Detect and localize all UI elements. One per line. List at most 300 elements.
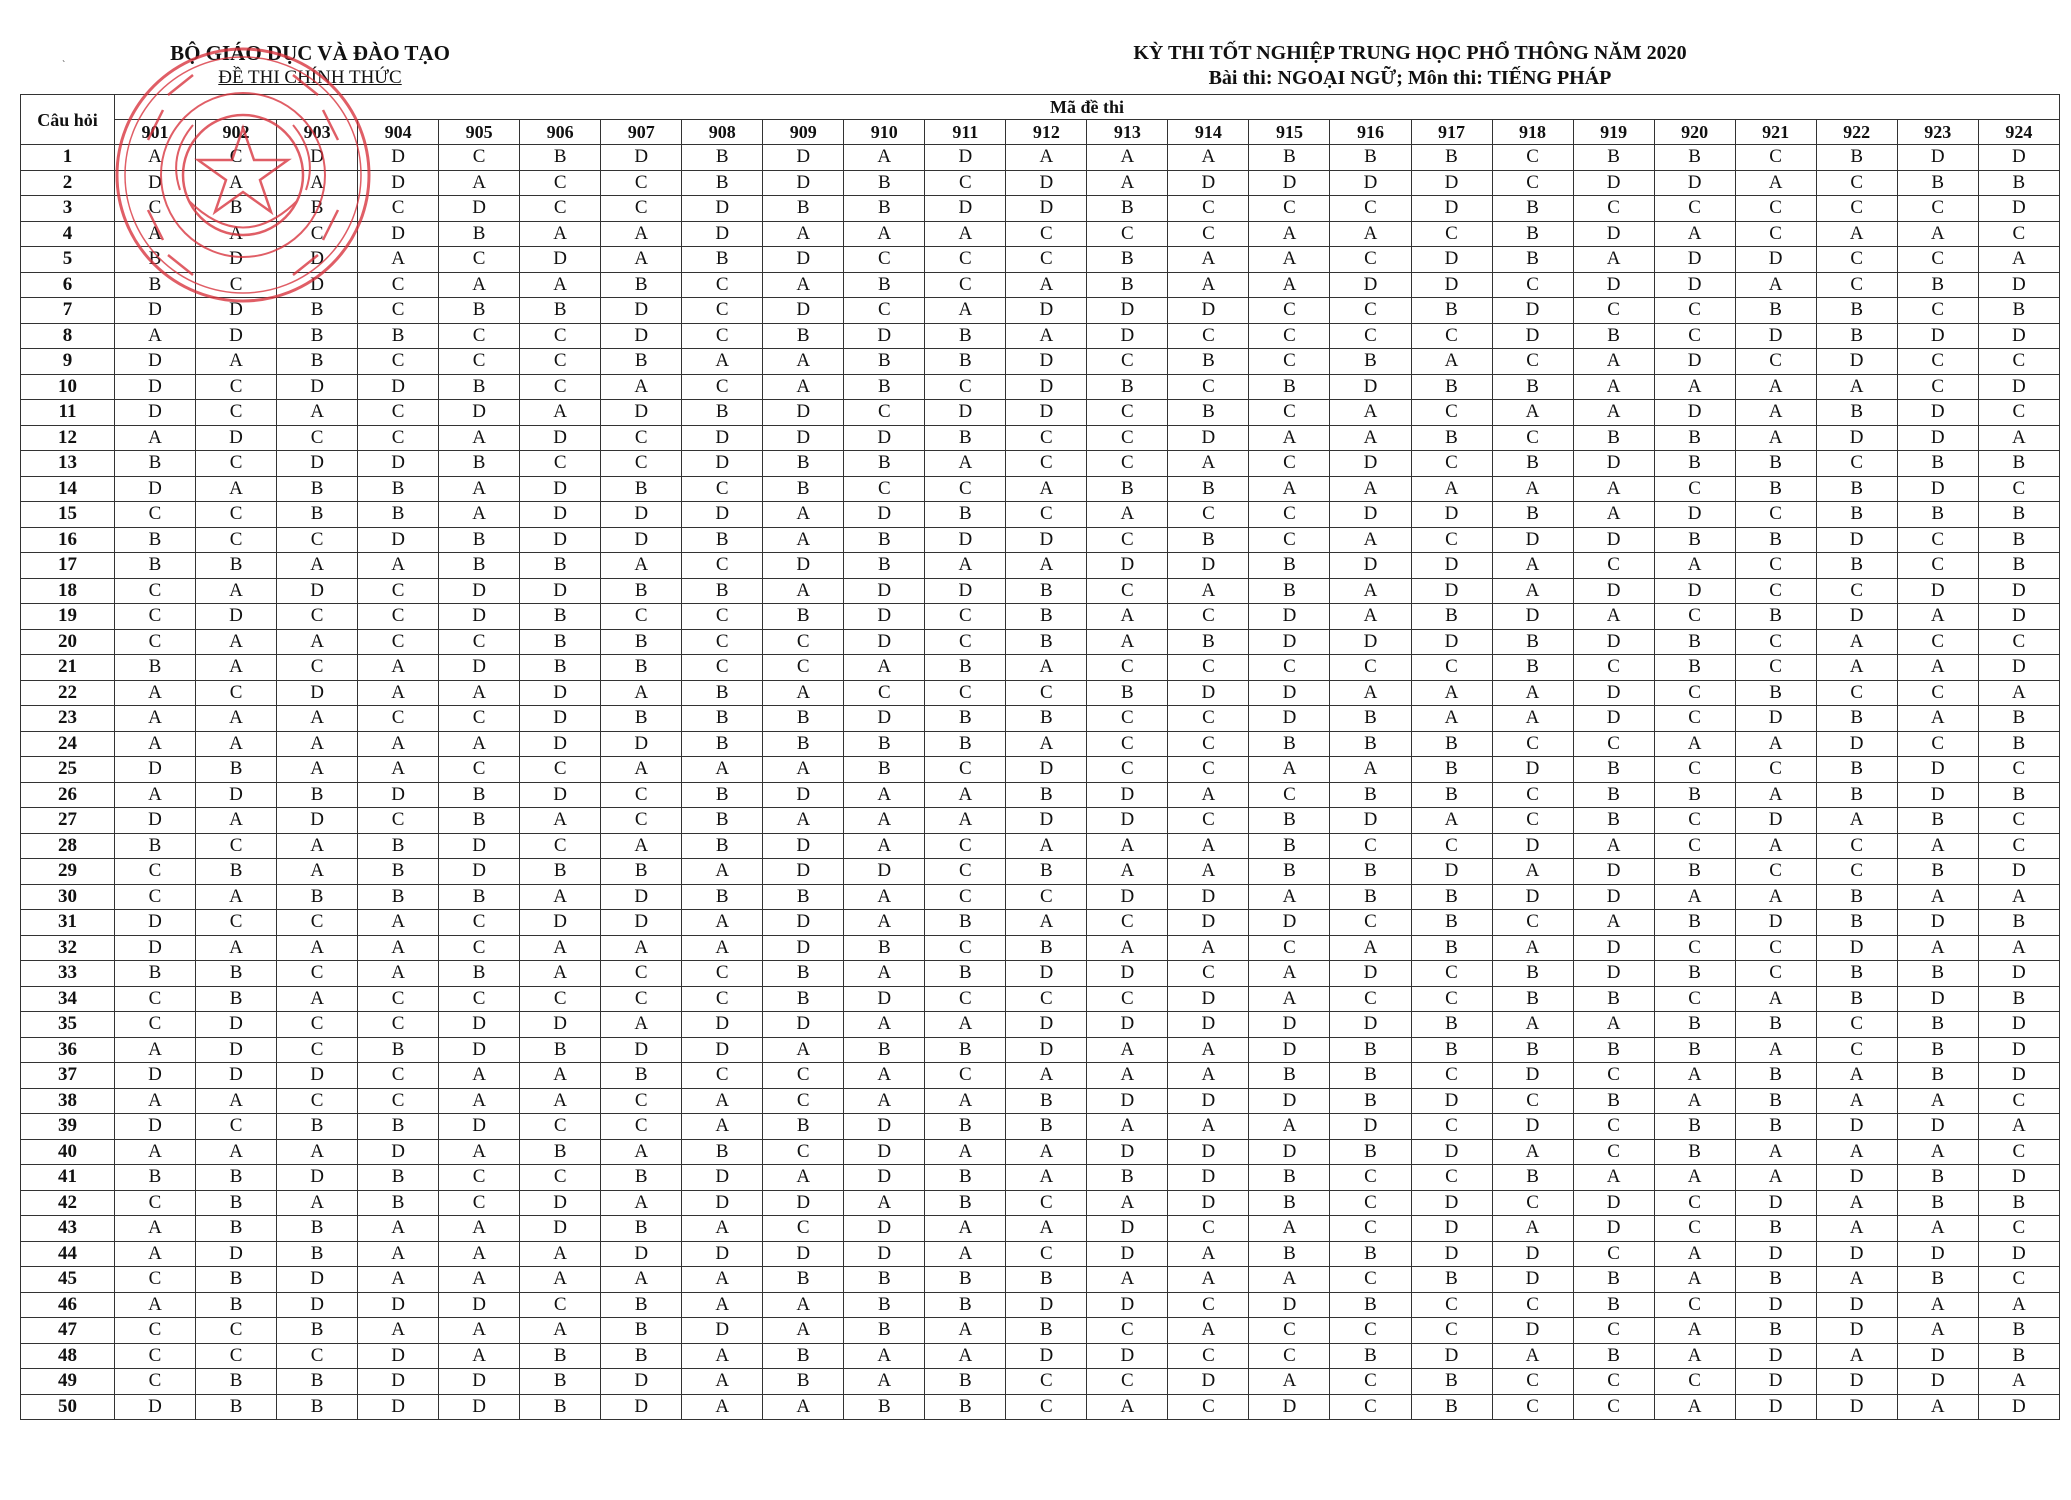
answer-cell: D bbox=[1087, 782, 1168, 808]
answer-cell: C bbox=[682, 629, 763, 655]
answer-cell: C bbox=[358, 272, 439, 298]
answer-cell: D bbox=[277, 1063, 358, 1089]
answer-cell: A bbox=[520, 400, 601, 426]
answer-cell: C bbox=[601, 451, 682, 477]
answer-cell: B bbox=[1330, 1241, 1411, 1267]
answer-cell: B bbox=[196, 961, 277, 987]
answer-cell: A bbox=[1492, 578, 1573, 604]
answer-cell: B bbox=[1735, 1063, 1816, 1089]
question-number: 29 bbox=[21, 859, 115, 885]
answer-cell: D bbox=[1897, 578, 1978, 604]
answer-cell: C bbox=[1006, 680, 1087, 706]
answer-cell: D bbox=[1006, 1012, 1087, 1038]
answer-cell: B bbox=[1735, 680, 1816, 706]
answer-cell: B bbox=[277, 1318, 358, 1344]
answer-cell: B bbox=[196, 553, 277, 579]
answer-cell: D bbox=[1573, 578, 1654, 604]
answer-cell: D bbox=[1573, 170, 1654, 196]
exam-code-921: 921 bbox=[1735, 120, 1816, 145]
answer-cell: B bbox=[1816, 476, 1897, 502]
answer-cell: D bbox=[1978, 604, 2059, 630]
answer-cell: D bbox=[1006, 527, 1087, 553]
answer-cell: C bbox=[1249, 1318, 1330, 1344]
answer-cell: D bbox=[1168, 1369, 1249, 1395]
answer-cell: A bbox=[439, 1063, 520, 1089]
answer-cell: B bbox=[682, 808, 763, 834]
question-number: 41 bbox=[21, 1165, 115, 1191]
table-row bbox=[21, 961, 2060, 987]
answer-cell: C bbox=[1735, 349, 1816, 375]
exam-code-909: 909 bbox=[763, 120, 844, 145]
question-number: 10 bbox=[21, 374, 115, 400]
answer-cell: A bbox=[439, 1241, 520, 1267]
answer-cell: D bbox=[1006, 196, 1087, 222]
table-row bbox=[21, 553, 2060, 579]
answer-cell: A bbox=[925, 298, 1006, 324]
answer-cell: B bbox=[763, 1343, 844, 1369]
answer-cell: A bbox=[1816, 221, 1897, 247]
answer-cell: C bbox=[682, 272, 763, 298]
answer-cell: B bbox=[1978, 170, 2059, 196]
answer-cell: A bbox=[1816, 1267, 1897, 1293]
answer-cell: A bbox=[763, 502, 844, 528]
answer-cell: C bbox=[439, 1165, 520, 1191]
answer-cell: A bbox=[601, 247, 682, 273]
answer-cell: C bbox=[925, 629, 1006, 655]
answer-cell: A bbox=[1168, 1063, 1249, 1089]
answer-cell: B bbox=[682, 400, 763, 426]
answer-cell: A bbox=[1330, 757, 1411, 783]
answer-cell: D bbox=[439, 833, 520, 859]
question-number: 17 bbox=[21, 553, 115, 579]
answer-cell: A bbox=[844, 884, 925, 910]
answer-cell: B bbox=[844, 451, 925, 477]
answer-cell: C bbox=[1168, 323, 1249, 349]
table-row bbox=[21, 604, 2060, 630]
answer-cell: B bbox=[1573, 757, 1654, 783]
answer-cell: A bbox=[520, 884, 601, 910]
answer-cell: C bbox=[1735, 145, 1816, 171]
answer-cell: C bbox=[1006, 986, 1087, 1012]
answer-cell: C bbox=[1168, 655, 1249, 681]
answer-cell: D bbox=[1411, 1190, 1492, 1216]
answer-cell: B bbox=[1654, 910, 1735, 936]
answer-cell: C bbox=[1330, 1165, 1411, 1191]
answer-cell: D bbox=[763, 833, 844, 859]
answer-cell: D bbox=[1978, 655, 2059, 681]
answer-cell: C bbox=[1411, 221, 1492, 247]
answer-cell: B bbox=[1654, 145, 1735, 171]
answer-cell: C bbox=[1168, 757, 1249, 783]
table-row bbox=[21, 425, 2060, 451]
answer-cell: C bbox=[1735, 961, 1816, 987]
answer-cell: A bbox=[439, 1318, 520, 1344]
exam-title: KỲ THI TỐT NGHIỆP TRUNG HỌC PHỔ THÔNG NĂM 2020 bbox=[1133, 42, 1687, 64]
answer-cell: A bbox=[1897, 655, 1978, 681]
answer-cell: B bbox=[1087, 196, 1168, 222]
answer-cell: C bbox=[1492, 145, 1573, 171]
answer-cell: B bbox=[1249, 1165, 1330, 1191]
answer-cell: D bbox=[844, 1241, 925, 1267]
answer-cell: A bbox=[439, 502, 520, 528]
answer-cell: B bbox=[925, 323, 1006, 349]
answer-cell: C bbox=[682, 1063, 763, 1089]
exam-code-912: 912 bbox=[1006, 120, 1087, 145]
answer-cell: A bbox=[1168, 451, 1249, 477]
answer-cell: A bbox=[1654, 1343, 1735, 1369]
answer-cell: A bbox=[682, 1114, 763, 1140]
answer-cell: A bbox=[277, 706, 358, 732]
answer-cell: D bbox=[844, 1165, 925, 1191]
answer-cell: D bbox=[1492, 527, 1573, 553]
answer-cell: B bbox=[1249, 374, 1330, 400]
table-row bbox=[21, 706, 2060, 732]
answer-cell: C bbox=[439, 323, 520, 349]
answer-cell: A bbox=[196, 476, 277, 502]
answer-cell: C bbox=[682, 604, 763, 630]
answer-cell: C bbox=[1087, 527, 1168, 553]
answer-cell: A bbox=[1978, 425, 2059, 451]
answer-cell: B bbox=[1087, 680, 1168, 706]
answer-cell: D bbox=[682, 502, 763, 528]
answer-cell: C bbox=[925, 884, 1006, 910]
answer-cell: D bbox=[1573, 884, 1654, 910]
answer-cell: C bbox=[925, 680, 1006, 706]
answer-cell: C bbox=[1654, 196, 1735, 222]
answer-cell: C bbox=[115, 604, 196, 630]
answer-cell: D bbox=[844, 1139, 925, 1165]
answer-cell: D bbox=[1897, 782, 1978, 808]
answer-cell: B bbox=[115, 833, 196, 859]
answer-cell: C bbox=[1654, 833, 1735, 859]
answer-cell: B bbox=[1330, 349, 1411, 375]
answer-cell: A bbox=[439, 170, 520, 196]
answer-cell: B bbox=[844, 1037, 925, 1063]
answer-cell: D bbox=[1087, 808, 1168, 834]
table-row bbox=[21, 1216, 2060, 1242]
answer-cell: B bbox=[1897, 1267, 1978, 1293]
answer-cell: A bbox=[1897, 1318, 1978, 1344]
table-row bbox=[21, 272, 2060, 298]
answer-cell: C bbox=[115, 502, 196, 528]
answer-cell: A bbox=[1978, 247, 2059, 273]
answer-cell: C bbox=[1249, 502, 1330, 528]
answer-cell: D bbox=[1978, 272, 2059, 298]
answer-cell: A bbox=[925, 553, 1006, 579]
answer-cell: A bbox=[763, 221, 844, 247]
answer-cell: B bbox=[277, 1241, 358, 1267]
answer-cell: C bbox=[925, 476, 1006, 502]
answer-cell: C bbox=[1411, 986, 1492, 1012]
answer-cell: A bbox=[439, 1343, 520, 1369]
answer-cell: B bbox=[358, 859, 439, 885]
answer-cell: B bbox=[763, 961, 844, 987]
answer-cell: C bbox=[1654, 935, 1735, 961]
question-number: 19 bbox=[21, 604, 115, 630]
answer-cell: A bbox=[1492, 553, 1573, 579]
answer-cell: A bbox=[1168, 578, 1249, 604]
answer-cell: C bbox=[277, 1037, 358, 1063]
answer-cell: B bbox=[1978, 782, 2059, 808]
answer-cell: A bbox=[196, 1139, 277, 1165]
question-number: 23 bbox=[21, 706, 115, 732]
answer-cell: A bbox=[1330, 578, 1411, 604]
answer-cell: C bbox=[1573, 731, 1654, 757]
answer-cell: C bbox=[1654, 808, 1735, 834]
answer-cell: D bbox=[1168, 170, 1249, 196]
question-number: 37 bbox=[21, 1063, 115, 1089]
answer-cell: D bbox=[196, 247, 277, 273]
answer-cell: D bbox=[1168, 986, 1249, 1012]
answer-cell: A bbox=[1897, 604, 1978, 630]
answer-cell: D bbox=[1330, 170, 1411, 196]
exam-code-910: 910 bbox=[844, 120, 925, 145]
answer-cell: A bbox=[1897, 1292, 1978, 1318]
answer-cell: A bbox=[115, 1037, 196, 1063]
answer-cell: A bbox=[358, 1241, 439, 1267]
answer-cell: A bbox=[439, 1139, 520, 1165]
answer-cell: C bbox=[1573, 1063, 1654, 1089]
answer-cell: C bbox=[1249, 527, 1330, 553]
question-number: 47 bbox=[21, 1318, 115, 1344]
answer-cell: C bbox=[115, 1190, 196, 1216]
answer-cell: D bbox=[1249, 629, 1330, 655]
answer-cell: A bbox=[1573, 476, 1654, 502]
answer-cell: B bbox=[763, 1369, 844, 1395]
table-row bbox=[21, 808, 2060, 834]
answer-cell: C bbox=[1006, 425, 1087, 451]
answer-cell: A bbox=[439, 1216, 520, 1242]
answer-cell: A bbox=[1249, 425, 1330, 451]
answer-cell: A bbox=[925, 1088, 1006, 1114]
answer-cell: D bbox=[1573, 935, 1654, 961]
answer-cell: C bbox=[1249, 655, 1330, 681]
answer-cell: B bbox=[763, 323, 844, 349]
answer-cell: A bbox=[1411, 476, 1492, 502]
question-number: 2 bbox=[21, 170, 115, 196]
answer-cell: A bbox=[1654, 1394, 1735, 1420]
answer-cell: A bbox=[1087, 170, 1168, 196]
answer-cell: A bbox=[1330, 476, 1411, 502]
answer-cell: B bbox=[844, 1292, 925, 1318]
answer-cell: C bbox=[1330, 1267, 1411, 1293]
table-row bbox=[21, 1241, 2060, 1267]
answer-cell: B bbox=[277, 884, 358, 910]
answer-cell: C bbox=[196, 680, 277, 706]
answer-cell: A bbox=[844, 808, 925, 834]
answer-cell: C bbox=[1654, 1369, 1735, 1395]
answer-cell: B bbox=[1816, 757, 1897, 783]
answer-cell: C bbox=[925, 272, 1006, 298]
answer-cell: A bbox=[196, 808, 277, 834]
answer-cell: D bbox=[1573, 272, 1654, 298]
answer-cell: A bbox=[196, 1088, 277, 1114]
answer-cell: D bbox=[682, 196, 763, 222]
answer-cell: A bbox=[925, 1139, 1006, 1165]
answer-cell: B bbox=[925, 1037, 1006, 1063]
question-number: 25 bbox=[21, 757, 115, 783]
answer-cell: D bbox=[1816, 1241, 1897, 1267]
answer-cell: C bbox=[1087, 451, 1168, 477]
question-number: 12 bbox=[21, 425, 115, 451]
answer-cell: B bbox=[1330, 706, 1411, 732]
answer-cell: A bbox=[763, 1292, 844, 1318]
answer-cell: C bbox=[1006, 247, 1087, 273]
answer-cell: C bbox=[1978, 833, 2059, 859]
answer-cell: D bbox=[1249, 1139, 1330, 1165]
answer-cell: C bbox=[1087, 986, 1168, 1012]
answer-cell: A bbox=[763, 1318, 844, 1344]
answer-cell: B bbox=[196, 1394, 277, 1420]
answer-cell: A bbox=[1492, 400, 1573, 426]
answer-cell: A bbox=[844, 1088, 925, 1114]
answer-cell: B bbox=[1411, 1369, 1492, 1395]
answer-cell: B bbox=[1573, 1343, 1654, 1369]
answer-cell: C bbox=[1735, 553, 1816, 579]
answer-cell: A bbox=[277, 553, 358, 579]
answer-cell: C bbox=[1492, 272, 1573, 298]
answer-cell: D bbox=[1492, 1241, 1573, 1267]
answer-cell: C bbox=[520, 196, 601, 222]
question-number: 24 bbox=[21, 731, 115, 757]
answer-cell: D bbox=[1978, 196, 2059, 222]
answer-cell: C bbox=[115, 1318, 196, 1344]
answer-cell: C bbox=[439, 349, 520, 375]
answer-cell: B bbox=[763, 476, 844, 502]
answer-cell: A bbox=[844, 1012, 925, 1038]
answer-cell: C bbox=[1897, 247, 1978, 273]
answer-cell: A bbox=[1897, 1216, 1978, 1242]
answer-cell: B bbox=[682, 833, 763, 859]
answer-cell: C bbox=[1492, 1088, 1573, 1114]
answer-cell: C bbox=[1978, 1088, 2059, 1114]
answer-cell: B bbox=[1573, 1037, 1654, 1063]
answer-cell: B bbox=[682, 706, 763, 732]
answer-cell: D bbox=[1978, 1012, 2059, 1038]
answer-cell: C bbox=[1816, 578, 1897, 604]
answer-cell: D bbox=[682, 1165, 763, 1191]
answer-cell: A bbox=[1168, 1037, 1249, 1063]
answer-cell: C bbox=[925, 757, 1006, 783]
answer-cell: D bbox=[1897, 323, 1978, 349]
answer-cell: B bbox=[1006, 604, 1087, 630]
table-row bbox=[21, 476, 2060, 502]
answer-cell: D bbox=[358, 170, 439, 196]
answer-cell: A bbox=[358, 935, 439, 961]
exam-code-915: 915 bbox=[1249, 120, 1330, 145]
answer-cell: B bbox=[1006, 935, 1087, 961]
answer-cell: A bbox=[925, 1318, 1006, 1344]
answer-cell: D bbox=[439, 1114, 520, 1140]
exam-code-header: Mã đề thi bbox=[115, 95, 2060, 120]
question-number: 20 bbox=[21, 629, 115, 655]
answer-cell: D bbox=[1978, 1037, 2059, 1063]
answer-cell: A bbox=[1168, 859, 1249, 885]
question-column-header: Câu hỏi bbox=[21, 95, 115, 145]
answer-cell: D bbox=[1573, 1216, 1654, 1242]
answer-cell: B bbox=[1006, 1114, 1087, 1140]
answer-cell: D bbox=[196, 425, 277, 451]
answer-cell: C bbox=[358, 196, 439, 222]
answer-cell: C bbox=[358, 425, 439, 451]
answer-cell: D bbox=[1897, 1114, 1978, 1140]
answer-cell: B bbox=[1168, 349, 1249, 375]
official-exam-label: ĐỀ THI CHÍNH THỨC bbox=[218, 67, 402, 88]
answer-cell: C bbox=[1978, 221, 2059, 247]
table-row bbox=[21, 145, 2060, 171]
answer-cell: C bbox=[1087, 1369, 1168, 1395]
answer-cell: D bbox=[763, 1241, 844, 1267]
answer-cell: B bbox=[439, 961, 520, 987]
answer-cell: C bbox=[1978, 629, 2059, 655]
answer-cell: B bbox=[1492, 629, 1573, 655]
answer-cell: A bbox=[682, 1216, 763, 1242]
answer-cell: B bbox=[520, 655, 601, 681]
question-number: 4 bbox=[21, 221, 115, 247]
answer-cell: A bbox=[1735, 272, 1816, 298]
answer-cell: B bbox=[1573, 1267, 1654, 1293]
answer-cell: B bbox=[1816, 961, 1897, 987]
answer-cell: B bbox=[1087, 272, 1168, 298]
table-row bbox=[21, 655, 2060, 681]
answer-cell: A bbox=[1006, 272, 1087, 298]
answer-cell: D bbox=[277, 272, 358, 298]
answer-cell: A bbox=[1087, 1037, 1168, 1063]
answer-cell: B bbox=[1735, 604, 1816, 630]
answer-cell: B bbox=[1573, 808, 1654, 834]
answer-cell: D bbox=[1168, 1139, 1249, 1165]
answer-cell: D bbox=[115, 1063, 196, 1089]
answer-cell: B bbox=[1411, 374, 1492, 400]
answer-cell: B bbox=[1735, 1088, 1816, 1114]
answer-cell: D bbox=[277, 1292, 358, 1318]
answer-cell: B bbox=[1978, 1318, 2059, 1344]
answer-cell: B bbox=[1573, 323, 1654, 349]
answer-cell: C bbox=[1330, 247, 1411, 273]
answer-cell: B bbox=[1168, 476, 1249, 502]
answer-cell: A bbox=[1006, 655, 1087, 681]
answer-cell: D bbox=[925, 578, 1006, 604]
answer-cell: D bbox=[1978, 1394, 2059, 1420]
answer-cell: C bbox=[1978, 400, 2059, 426]
answer-cell: D bbox=[1816, 349, 1897, 375]
answer-cell: C bbox=[1330, 1216, 1411, 1242]
answer-cell: C bbox=[1816, 1037, 1897, 1063]
answer-cell: D bbox=[115, 476, 196, 502]
answer-cell: A bbox=[601, 1139, 682, 1165]
answer-cell: A bbox=[1654, 1165, 1735, 1191]
answer-cell: A bbox=[1249, 1114, 1330, 1140]
answer-cell: A bbox=[844, 1190, 925, 1216]
answer-cell: D bbox=[1087, 1292, 1168, 1318]
answer-cell: B bbox=[682, 578, 763, 604]
exam-code-914: 914 bbox=[1168, 120, 1249, 145]
answer-cell: C bbox=[1978, 1267, 2059, 1293]
answer-cell: B bbox=[925, 1292, 1006, 1318]
answer-cell: B bbox=[1411, 1037, 1492, 1063]
answer-cell: D bbox=[439, 1292, 520, 1318]
answer-cell: D bbox=[1249, 1394, 1330, 1420]
answer-cell: D bbox=[277, 578, 358, 604]
answer-cell: C bbox=[1411, 451, 1492, 477]
answer-cell: C bbox=[196, 451, 277, 477]
table-row bbox=[21, 170, 2060, 196]
answer-cell: B bbox=[1978, 553, 2059, 579]
answer-cell: C bbox=[358, 1088, 439, 1114]
answer-cell: B bbox=[925, 1165, 1006, 1191]
answer-cell: B bbox=[1249, 731, 1330, 757]
answer-cell: D bbox=[1087, 553, 1168, 579]
